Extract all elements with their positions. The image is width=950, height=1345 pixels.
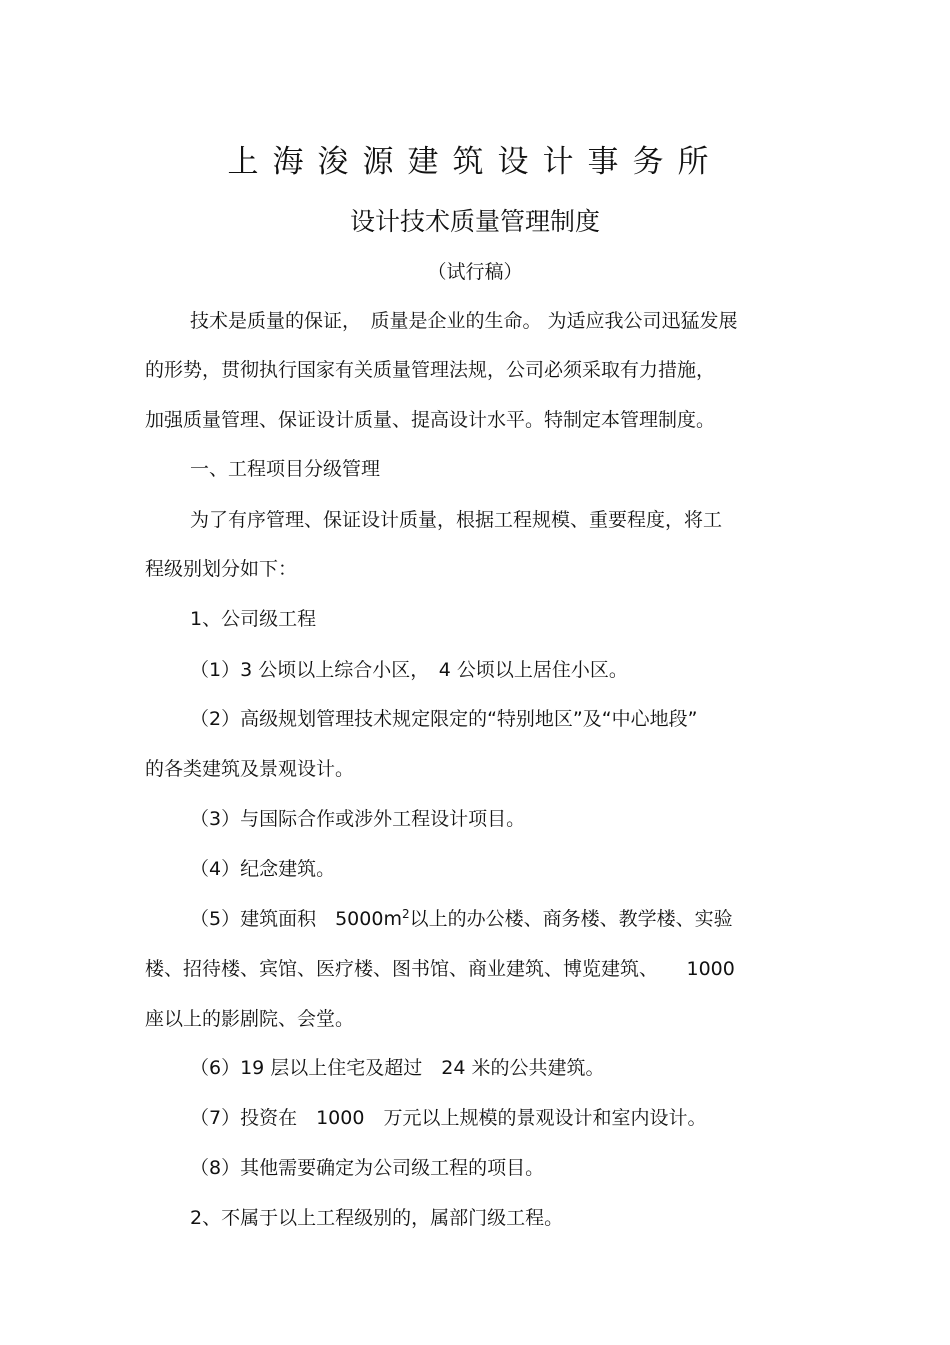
list-item-5-line-1 [190,906,733,932]
list-item-5-line-3: 座以上的影剧院、会堂。 [145,1008,355,1030]
list-item-2-line-2: 的各类建筑及景观设计。 [145,758,355,780]
list-item-2-line-1: （2）高级规划管理技术规定限定的“特别地区”及“中心地段” [190,708,698,730]
item-1-heading: 1、公司级工程 [190,608,317,630]
list-item-4: （4）纪念建筑。 [190,858,336,880]
list-item-1: （1）3 公顷以上综合小区， 4 公顷以上居住小区。 [190,659,628,681]
document-title: 设计技术质量管理制度 [349,207,600,236]
list-item-8: （8）其他需要确定为公司级工程的项目。 [190,1157,545,1179]
list-item-7: （7）投资在 1000 万元以上规模的景观设计和室内设计。 [190,1107,707,1129]
section-1-text-line-2: 程级别划分如下： [145,558,298,580]
superscript-2: 2 [401,907,410,921]
list-item-6: （6）19 层以上住宅及超过 24 米的公共建筑。 [190,1057,605,1079]
list-item-5-line-2: 楼、招待楼、宾馆、医疗楼、图书馆、商业建筑、博览建筑、 1000 [145,958,735,980]
organization-title: 上海浚源建筑设计事务所 [227,144,723,180]
item-2-heading: 2、不属于以上工程级别的，属部门级工程。 [190,1207,564,1229]
intro-line-2: 的形势，贯彻执行国家有关质量管理法规，公司必须采取有力措施， [145,359,716,381]
section-1-text-line-1: 为了有序管理、保证设计质量，根据工程规模、重要程度，将工 [190,509,723,531]
list-item-5-text-a: （5）建筑面积 5000m [190,908,402,930]
list-item-3: （3）与国际合作或涉外工程设计项目。 [190,808,526,830]
document-subtitle: （试行稿） [427,261,523,283]
intro-line-1: 技术是质量的保证， 质量是企业的生命。 为适应我公司迅猛发展 [190,310,738,332]
section-1-heading: 一、工程项目分级管理 [190,458,381,480]
list-item-5-text-b: 以上的办公楼、商务楼、教学楼、实验 [409,908,733,930]
intro-line-3: 加强质量管理、保证设计质量、提高设计水平。特制定本管理制度。 [145,409,716,431]
